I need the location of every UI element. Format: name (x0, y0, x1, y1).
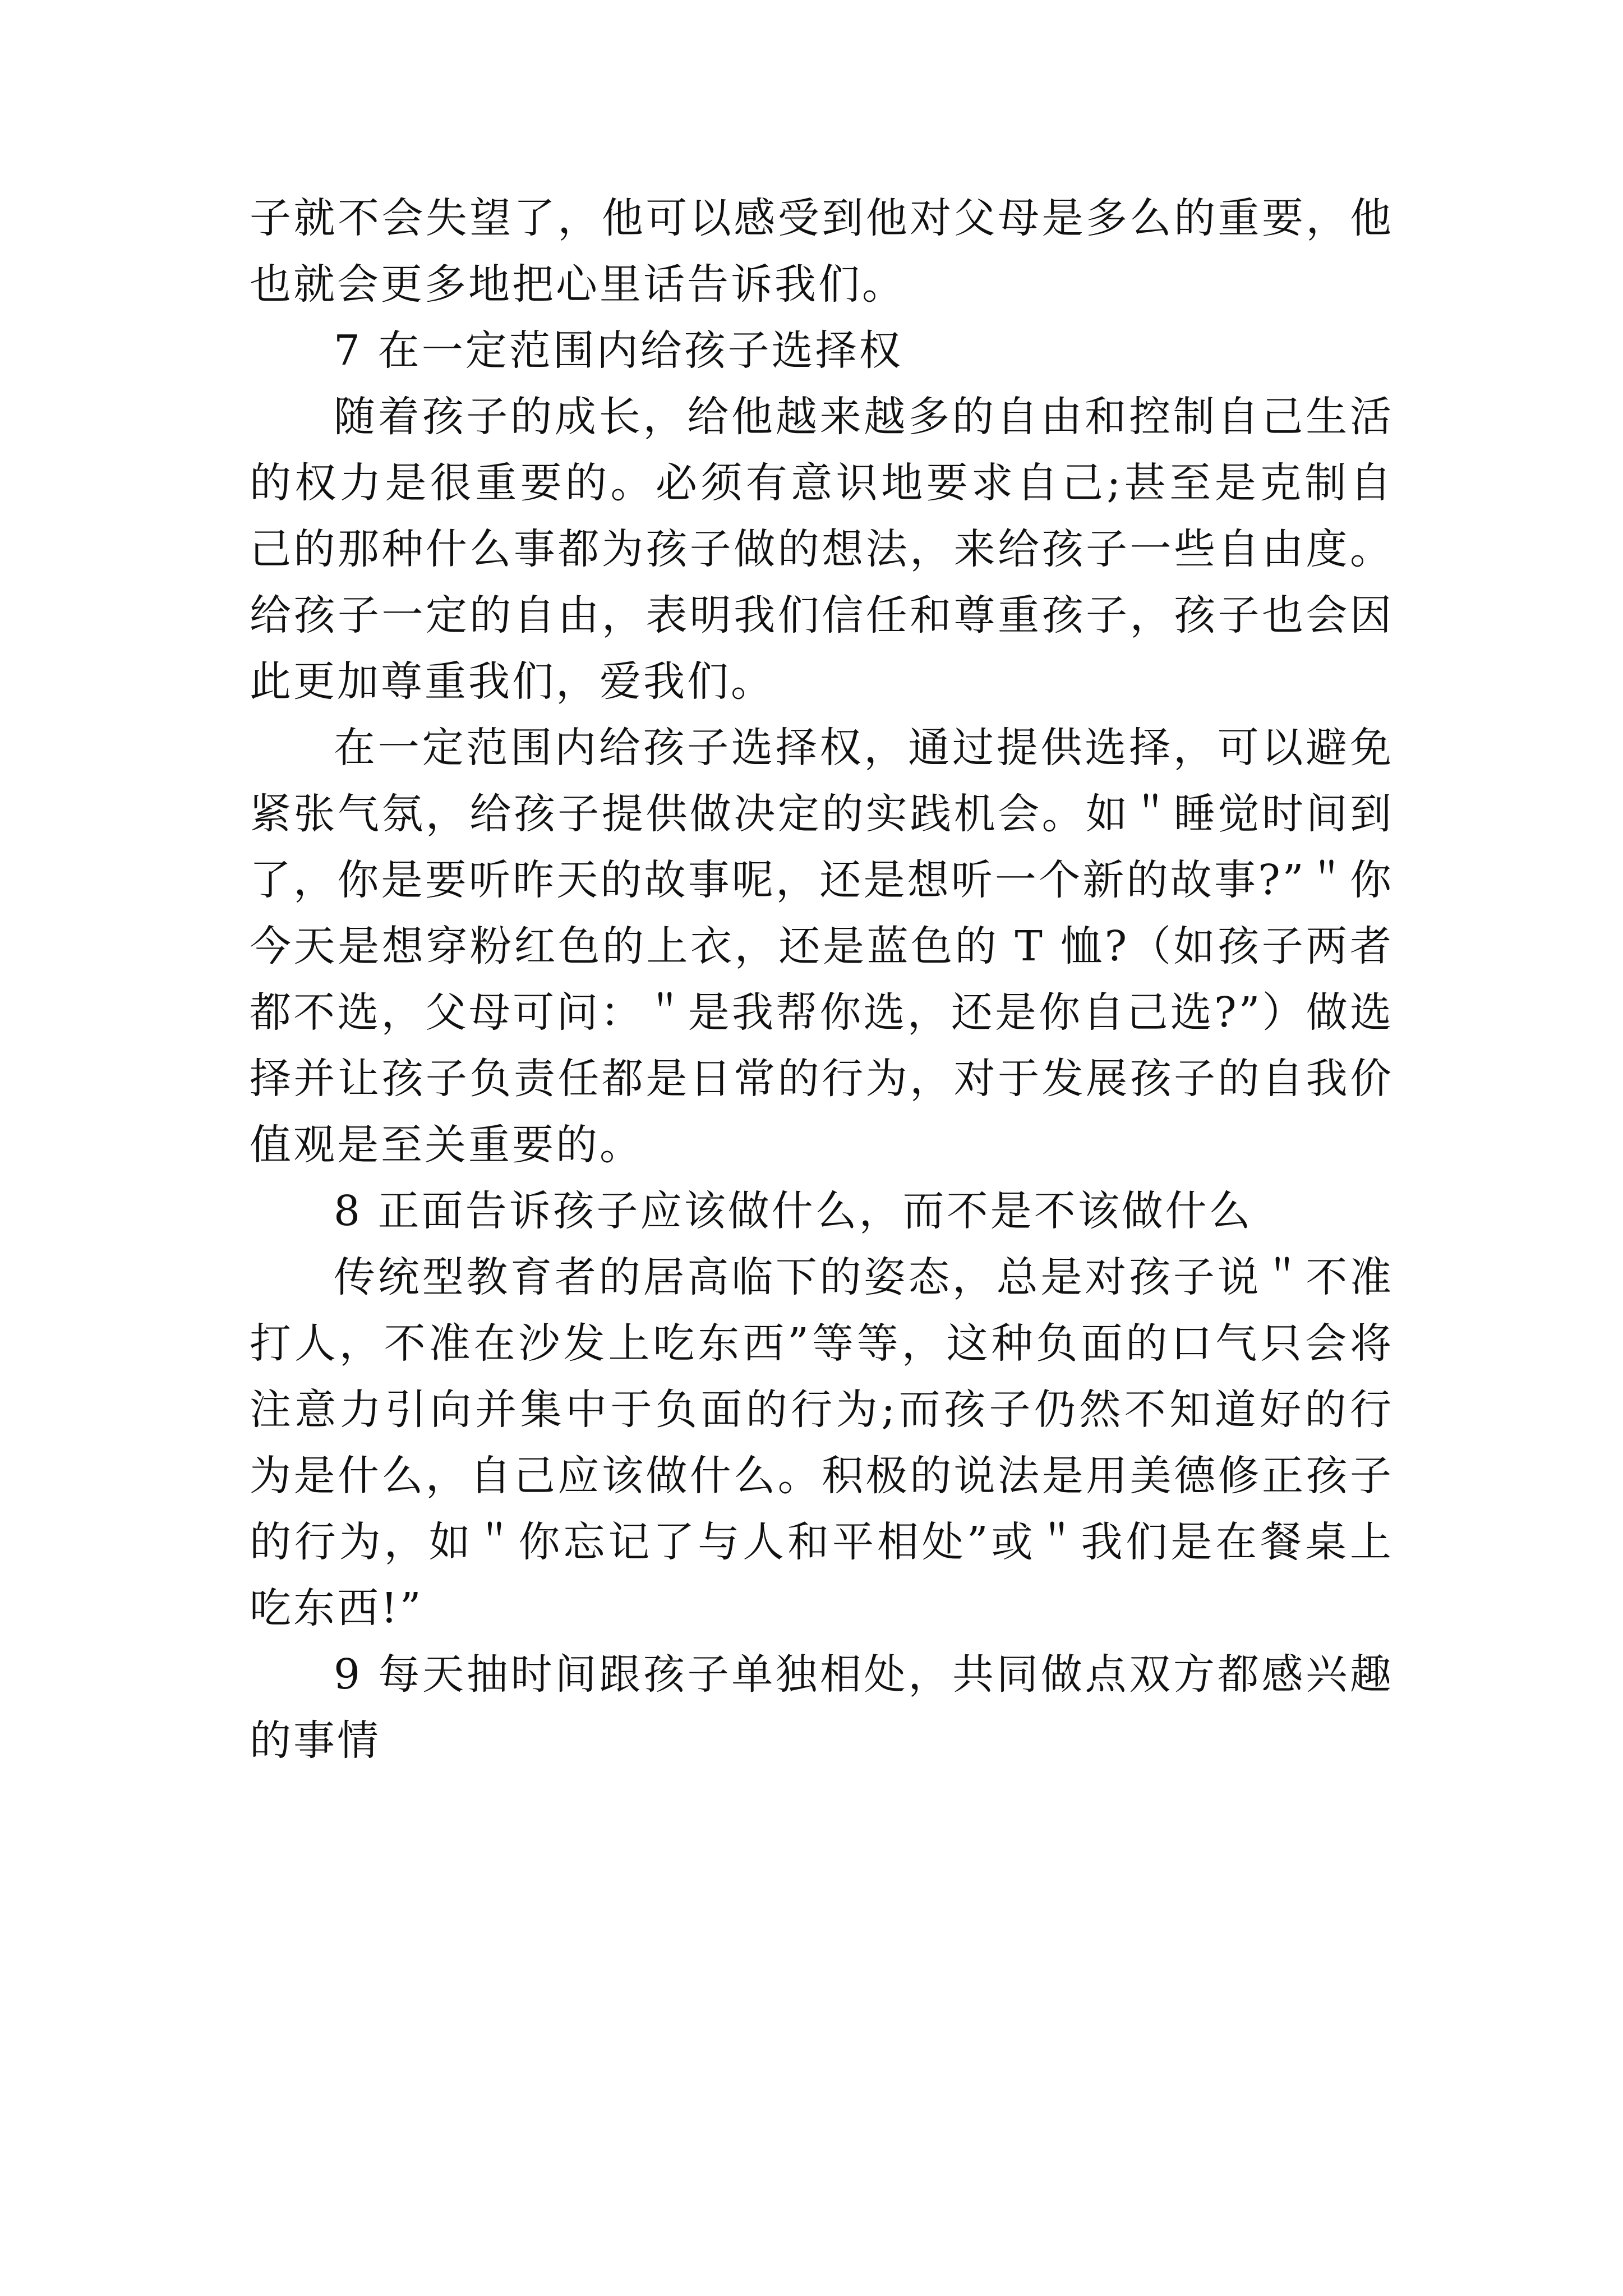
paragraph-positive: 传统型教育者的居高临下的姿态，总是对孩子说＂不准打人，不准在沙发上吃东西”等等，这种负面的口气只会将注意力引向并集中于负面的行为;而孩子仍然不知道好的行为是什么，自己应该做什么。积极的说法是用美德修正孩子的行为，如＂你忘记了与人和平相处”或＂我们是在餐桌上吃东西!” (250, 1253, 1394, 1632)
section-heading-8: 8 正面告诉孩子应该做什么，而不是不该做什么 (334, 1187, 1253, 1235)
paragraph-choices: 在一定范围内给孩子选择权，通过提供选择，可以避免紧张气氛，给孩子提供做决定的实践机会。如＂睡觉时间到了，你是要听昨天的故事呢，还是想听一个新的故事?”＂你今天是想穿粉红色的上衣，还是蓝色的 T 恤?（如孩子两者都不选，父母可问：＂是我帮你选，还是你自己选?”）做选择并让孩子负责任都是日常的行为，对于发展孩子的自我价值观是至关重要的。 (250, 724, 1394, 1169)
paragraph-continuation: 子就不会失望了，他可以感受到他对父母是多么的重要，他也就会更多地把心里话告诉我们。 (250, 194, 1394, 309)
section-heading-7: 7 在一定范围内给孩子选择权 (334, 326, 903, 375)
paragraph-freedom: 随着孩子的成长，给他越来越多的自由和控制自己生活的权力是很重要的。必须有意识地要求自己;甚至是克制自己的那种什么事都为孩子做的想法，来给孩子一些自由度。给孩子一定的自由，表明我们信任和尊重孩子，孩子也会因此更加尊重我们，爱我们。 (250, 393, 1394, 706)
section-heading-9: 9 每天抽时间跟孩子单独相处，共同做点双方都感兴趣的事情 (250, 1650, 1394, 1765)
document-body (250, 185, 1394, 1774)
